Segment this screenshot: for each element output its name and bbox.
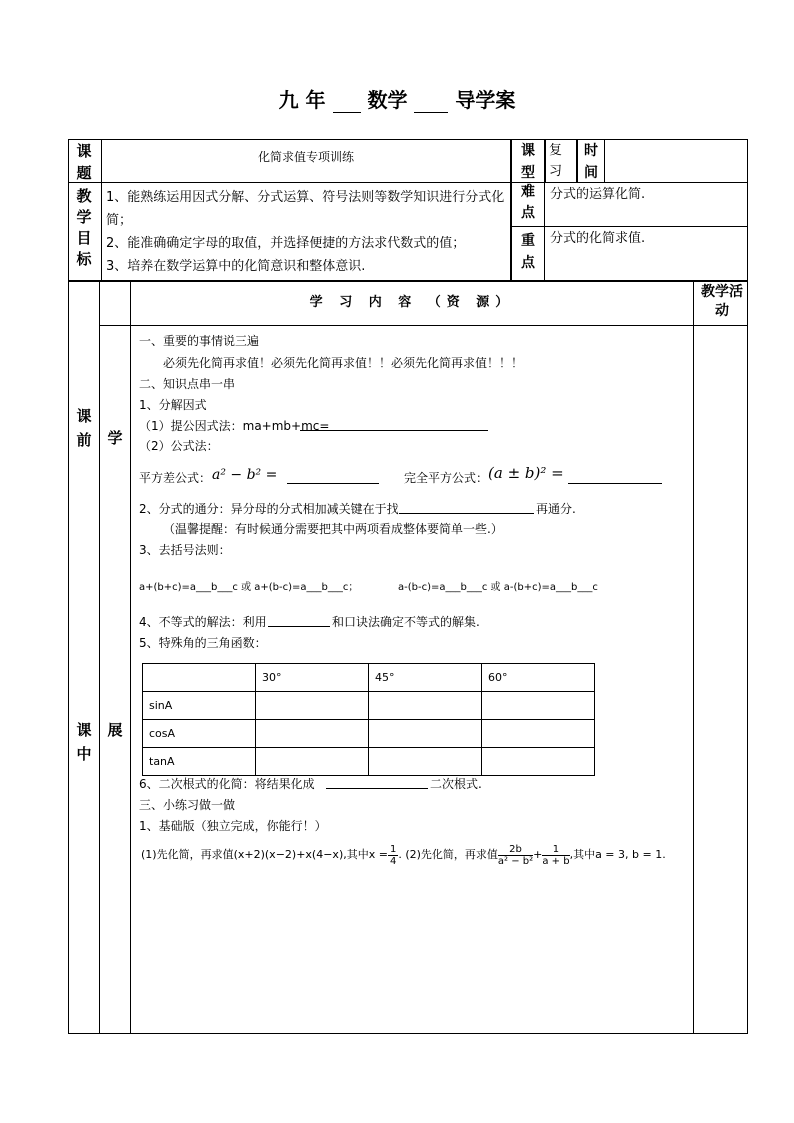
- trig-table-header: [143, 664, 595, 692]
- difficulty-label: 难点: [521, 184, 535, 221]
- table-row: [143, 748, 595, 776]
- difficulty-text: 分式的运算化简.: [550, 187, 646, 202]
- trig-header-45: 45°: [369, 664, 482, 692]
- formula-method-text: （2）公式法：: [139, 439, 219, 453]
- activity-header: 教学活动: [701, 284, 743, 319]
- trig-header-30: 30°: [256, 664, 369, 692]
- content-header: 学 习 内 容 （资 源）: [309, 295, 515, 310]
- fraction-num: 1: [542, 844, 569, 856]
- common-denominator-text: 2、分式的通分：异分母的分式相加减关键在于找: [139, 502, 399, 516]
- key-label: 重点: [521, 233, 535, 271]
- objectives-list: [106, 186, 508, 278]
- inequality-tail: 和口诀法确定不等式的解集.: [332, 615, 480, 629]
- radical-text: 6、二次根式的化简：将结果化成: [139, 777, 315, 791]
- title-subject: 数学: [367, 88, 408, 112]
- content-column: [130, 281, 694, 1034]
- bracket-rule-2: a-(b-c)=a___b___c 或 a-(b+c)=a___b___c: [398, 582, 598, 593]
- common-denominator-blank[interactable]: [399, 513, 534, 514]
- inequality-blank[interactable]: [268, 626, 330, 627]
- fraction-den: a² − b²: [497, 855, 534, 867]
- plus-sign: +: [533, 848, 543, 861]
- fraction-num: 1: [389, 843, 397, 855]
- title-underline-1: [333, 88, 361, 113]
- diff-squares-formula: a² − b² =: [212, 467, 278, 483]
- lesson-type: 复习: [549, 143, 563, 179]
- trig-cell[interactable]: [256, 692, 369, 720]
- activity-column: [693, 281, 748, 1034]
- left-label-column: [68, 281, 100, 1034]
- trig-header-empty: [143, 664, 256, 692]
- trig-row-tan: tanA: [143, 748, 256, 776]
- trig-cell[interactable]: [369, 748, 482, 776]
- trig-row-cos: cosA: [143, 720, 256, 748]
- fraction-one-quarter: [388, 844, 398, 867]
- trig-cell[interactable]: [482, 720, 595, 748]
- bracket-rule-1: a+(b+c)=a___b___c 或 a+(b-c)=a___b___c；: [139, 582, 359, 593]
- exercise-part-1: (1)先化简，再求值(x+2)(x−2)+x(4−x),其中x =: [141, 848, 388, 861]
- perfect-square-label: 完全平方公式：: [404, 471, 489, 485]
- trig-cell[interactable]: [369, 720, 482, 748]
- perfect-square-formula: (a ± b)² =: [488, 464, 564, 482]
- objectives-label: 教学目标: [76, 187, 92, 268]
- bracket-rule-heading: 3、去括号法则：: [139, 543, 231, 557]
- practice-heading: 三、小练习做一做: [139, 798, 236, 812]
- objective-3: 3、培养在数学运算中的化简意识和整体意识.: [106, 259, 366, 274]
- fraction-den: a + b: [542, 855, 570, 867]
- objective-1: 1、能熟练运用因式分解、分式运算、符号法则等数学知识进行分式化简；: [106, 190, 505, 228]
- before-class-label: 课前: [76, 407, 92, 449]
- reminder-text: （温馨提醒：有时候通分需要把其中两项看成整体要简单一些.）: [163, 522, 503, 536]
- trig-cell[interactable]: [369, 692, 482, 720]
- topic-label: 课题: [76, 142, 92, 182]
- trig-header-60: 60°: [482, 664, 595, 692]
- diff-squares-label: 平方差公式：: [139, 471, 212, 485]
- in-class-label: 课中: [76, 721, 92, 763]
- section-important: 一、重要的事情说三遍: [139, 334, 260, 348]
- trig-cell[interactable]: [482, 692, 595, 720]
- inequality-text: 4、不等式的解法：利用: [139, 615, 267, 629]
- trig-table: [142, 663, 595, 776]
- second-label-column: [99, 281, 131, 1034]
- factor-heading: 1、分解因式: [139, 398, 207, 412]
- table-row: [143, 720, 595, 748]
- fraction-one-over-sum: [542, 844, 569, 867]
- radical-tail: 二次根式.: [430, 777, 482, 791]
- time-label: 时间: [584, 143, 598, 181]
- common-factor-text: （1）提公因式法：ma+mb+mc=: [139, 419, 330, 433]
- learn-label: 学: [107, 429, 123, 447]
- fraction-num: 2b: [498, 844, 533, 856]
- exercise-part-3: ,其中a = 3, b = 1.: [569, 848, 666, 861]
- trig-cell[interactable]: [482, 748, 595, 776]
- objective-2: 2、能准确确定字母的取值，并选择便捷的方法求代数式的值；: [106, 236, 466, 251]
- show-label: 展: [107, 721, 123, 739]
- title-type: 导学案: [455, 88, 516, 112]
- page-title: [0, 84, 794, 113]
- title-underline-2: [414, 88, 448, 113]
- diff-squares-blank[interactable]: [287, 483, 379, 484]
- topic-text: 化简求值专项训练: [257, 150, 354, 164]
- fraction-den: 4: [389, 855, 397, 867]
- perfect-square-blank[interactable]: [568, 483, 662, 484]
- radical-blank[interactable]: [326, 788, 428, 789]
- trig-heading: 5、特殊角的三角函数：: [139, 636, 267, 650]
- key-text: 分式的化简求值.: [550, 231, 646, 246]
- common-denominator-tail: 再通分.: [536, 502, 576, 516]
- exercise-line: [141, 841, 666, 869]
- table-row: [143, 692, 595, 720]
- trig-cell[interactable]: [256, 720, 369, 748]
- title-grade: 九 年: [278, 88, 326, 112]
- important-text: 必须先化简再求值！必须先化简再求值！！必须先化简再求值！！！: [163, 356, 524, 370]
- section-knowledge: 二、知识点串一串: [139, 377, 236, 391]
- lesson-type-label: 课型: [521, 143, 535, 181]
- exercise-part-2: . (2)先化简，再求值: [398, 848, 498, 861]
- trig-cell[interactable]: [256, 748, 369, 776]
- common-factor-blank[interactable]: [300, 430, 488, 431]
- basic-level-heading: 1、基础版（独立完成，你能行！）: [139, 819, 327, 833]
- trig-row-sin: sinA: [143, 692, 256, 720]
- fraction-2b: [498, 844, 533, 867]
